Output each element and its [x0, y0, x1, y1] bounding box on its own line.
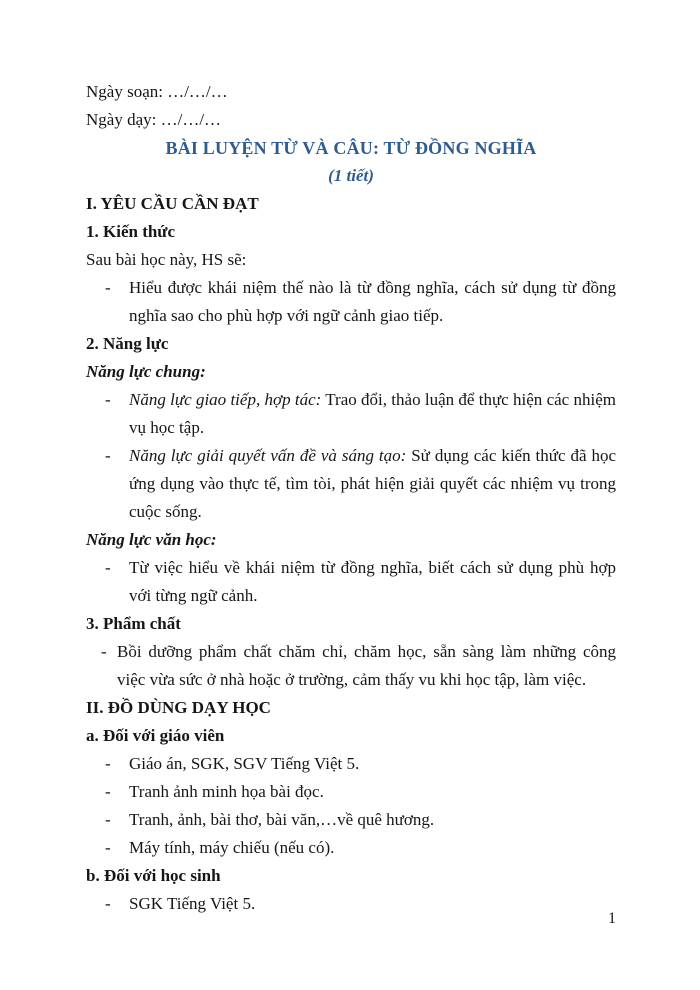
section-heading-yeu-cau: I. YÊU CẦU CẦN ĐẠT	[86, 194, 259, 213]
subheading-kien-thuc: 1. Kiến thức	[86, 222, 176, 241]
list-item-text: Tranh, ảnh, bài thơ, bài văn,…về quê hương.	[129, 810, 435, 829]
date-prepared-line: Ngày soạn: …/…/…	[86, 82, 228, 101]
date-taught-line: Ngày dạy: …/…/…	[86, 110, 222, 129]
bullet-dash: -	[105, 558, 111, 577]
list-item-rest: Trao đổi, thảo luận để thực hiện các nhiệm vụ học tập.	[129, 390, 616, 437]
bullet-dash: -	[105, 894, 111, 913]
lesson-duration: (1 tiết)	[328, 166, 374, 185]
list-item	[86, 778, 616, 806]
bullet-dash: -	[105, 446, 111, 465]
subheading-nang-luc-van-hoc: Năng lực văn học:	[86, 530, 217, 549]
page-number: 1	[608, 910, 616, 927]
subheading-nang-luc-chung: Năng lực chung:	[86, 362, 206, 381]
list-item-text: Tranh ảnh minh họa bài đọc.	[129, 782, 324, 801]
bullet-dash: -	[105, 278, 111, 297]
list-item-text: Giáo án, SGK, SGV Tiếng Việt 5.	[129, 754, 360, 773]
list-item-text: Hiểu được khái niệm thế nào là từ đồng nghĩa, cách sử dụng từ đồng nghĩa sao cho phù hợp với ngữ cảnh giao tiếp.	[129, 278, 616, 325]
list-item	[86, 274, 616, 330]
list-item	[86, 554, 616, 610]
bullet-dash: -	[101, 642, 107, 661]
bullet-dash: -	[105, 838, 111, 857]
kien-thuc-intro: Sau bài học này, HS sẽ:	[86, 250, 247, 269]
bullet-dash: -	[105, 810, 111, 829]
list-item-text: SGK Tiếng Việt 5.	[129, 894, 256, 913]
list-item-text: Bồi dưỡng phẩm chất chăm chỉ, chăm học, sẵn sàng làm những công việc vừa sức ở nhà hoặc ở trường, cảm thấy vu khi học tập, làm việc.	[117, 642, 616, 689]
subheading-giao-vien: a. Đối với giáo viên	[86, 726, 225, 745]
subheading-pham-chat: 3. Phẩm chất	[86, 614, 181, 633]
list-item-text	[129, 386, 616, 442]
list-item	[86, 750, 616, 778]
list-item	[86, 806, 616, 834]
list-item	[86, 834, 616, 862]
list-item	[86, 386, 616, 442]
list-item-text	[129, 442, 616, 526]
list-item	[86, 890, 616, 918]
section-heading-do-dung: II. ĐỒ DÙNG DẠY HỌC	[86, 698, 271, 717]
lesson-title: BÀI LUYỆN TỪ VÀ CÂU: TỪ ĐỒNG NGHĨA	[165, 138, 537, 158]
subheading-hoc-sinh: b. Đối với học sinh	[86, 866, 221, 885]
list-item-rest: Sử dụng các kiến thức đã học ứng dụng vào thực tế, tìm tòi, phát hiện giải quyết các nhiệm vụ trong cuộc sống.	[129, 446, 616, 521]
list-item-lead: Năng lực giải quyết vấn đề và sáng tạo:	[129, 446, 407, 465]
bullet-dash: -	[105, 782, 111, 801]
bullet-dash: -	[105, 754, 111, 773]
list-item-lead: Năng lực giao tiếp, hợp tác:	[129, 390, 322, 409]
list-item	[86, 638, 616, 694]
list-item-text: Từ việc hiểu về khái niệm từ đồng nghĩa, biết cách sử dụng phù hợp với từng ngữ cảnh.	[129, 558, 616, 605]
subheading-nang-luc: 2. Năng lực	[86, 334, 169, 353]
list-item-text: Máy tính, máy chiếu (nếu có).	[129, 838, 335, 857]
list-item	[86, 442, 616, 526]
bullet-dash: -	[105, 390, 111, 409]
